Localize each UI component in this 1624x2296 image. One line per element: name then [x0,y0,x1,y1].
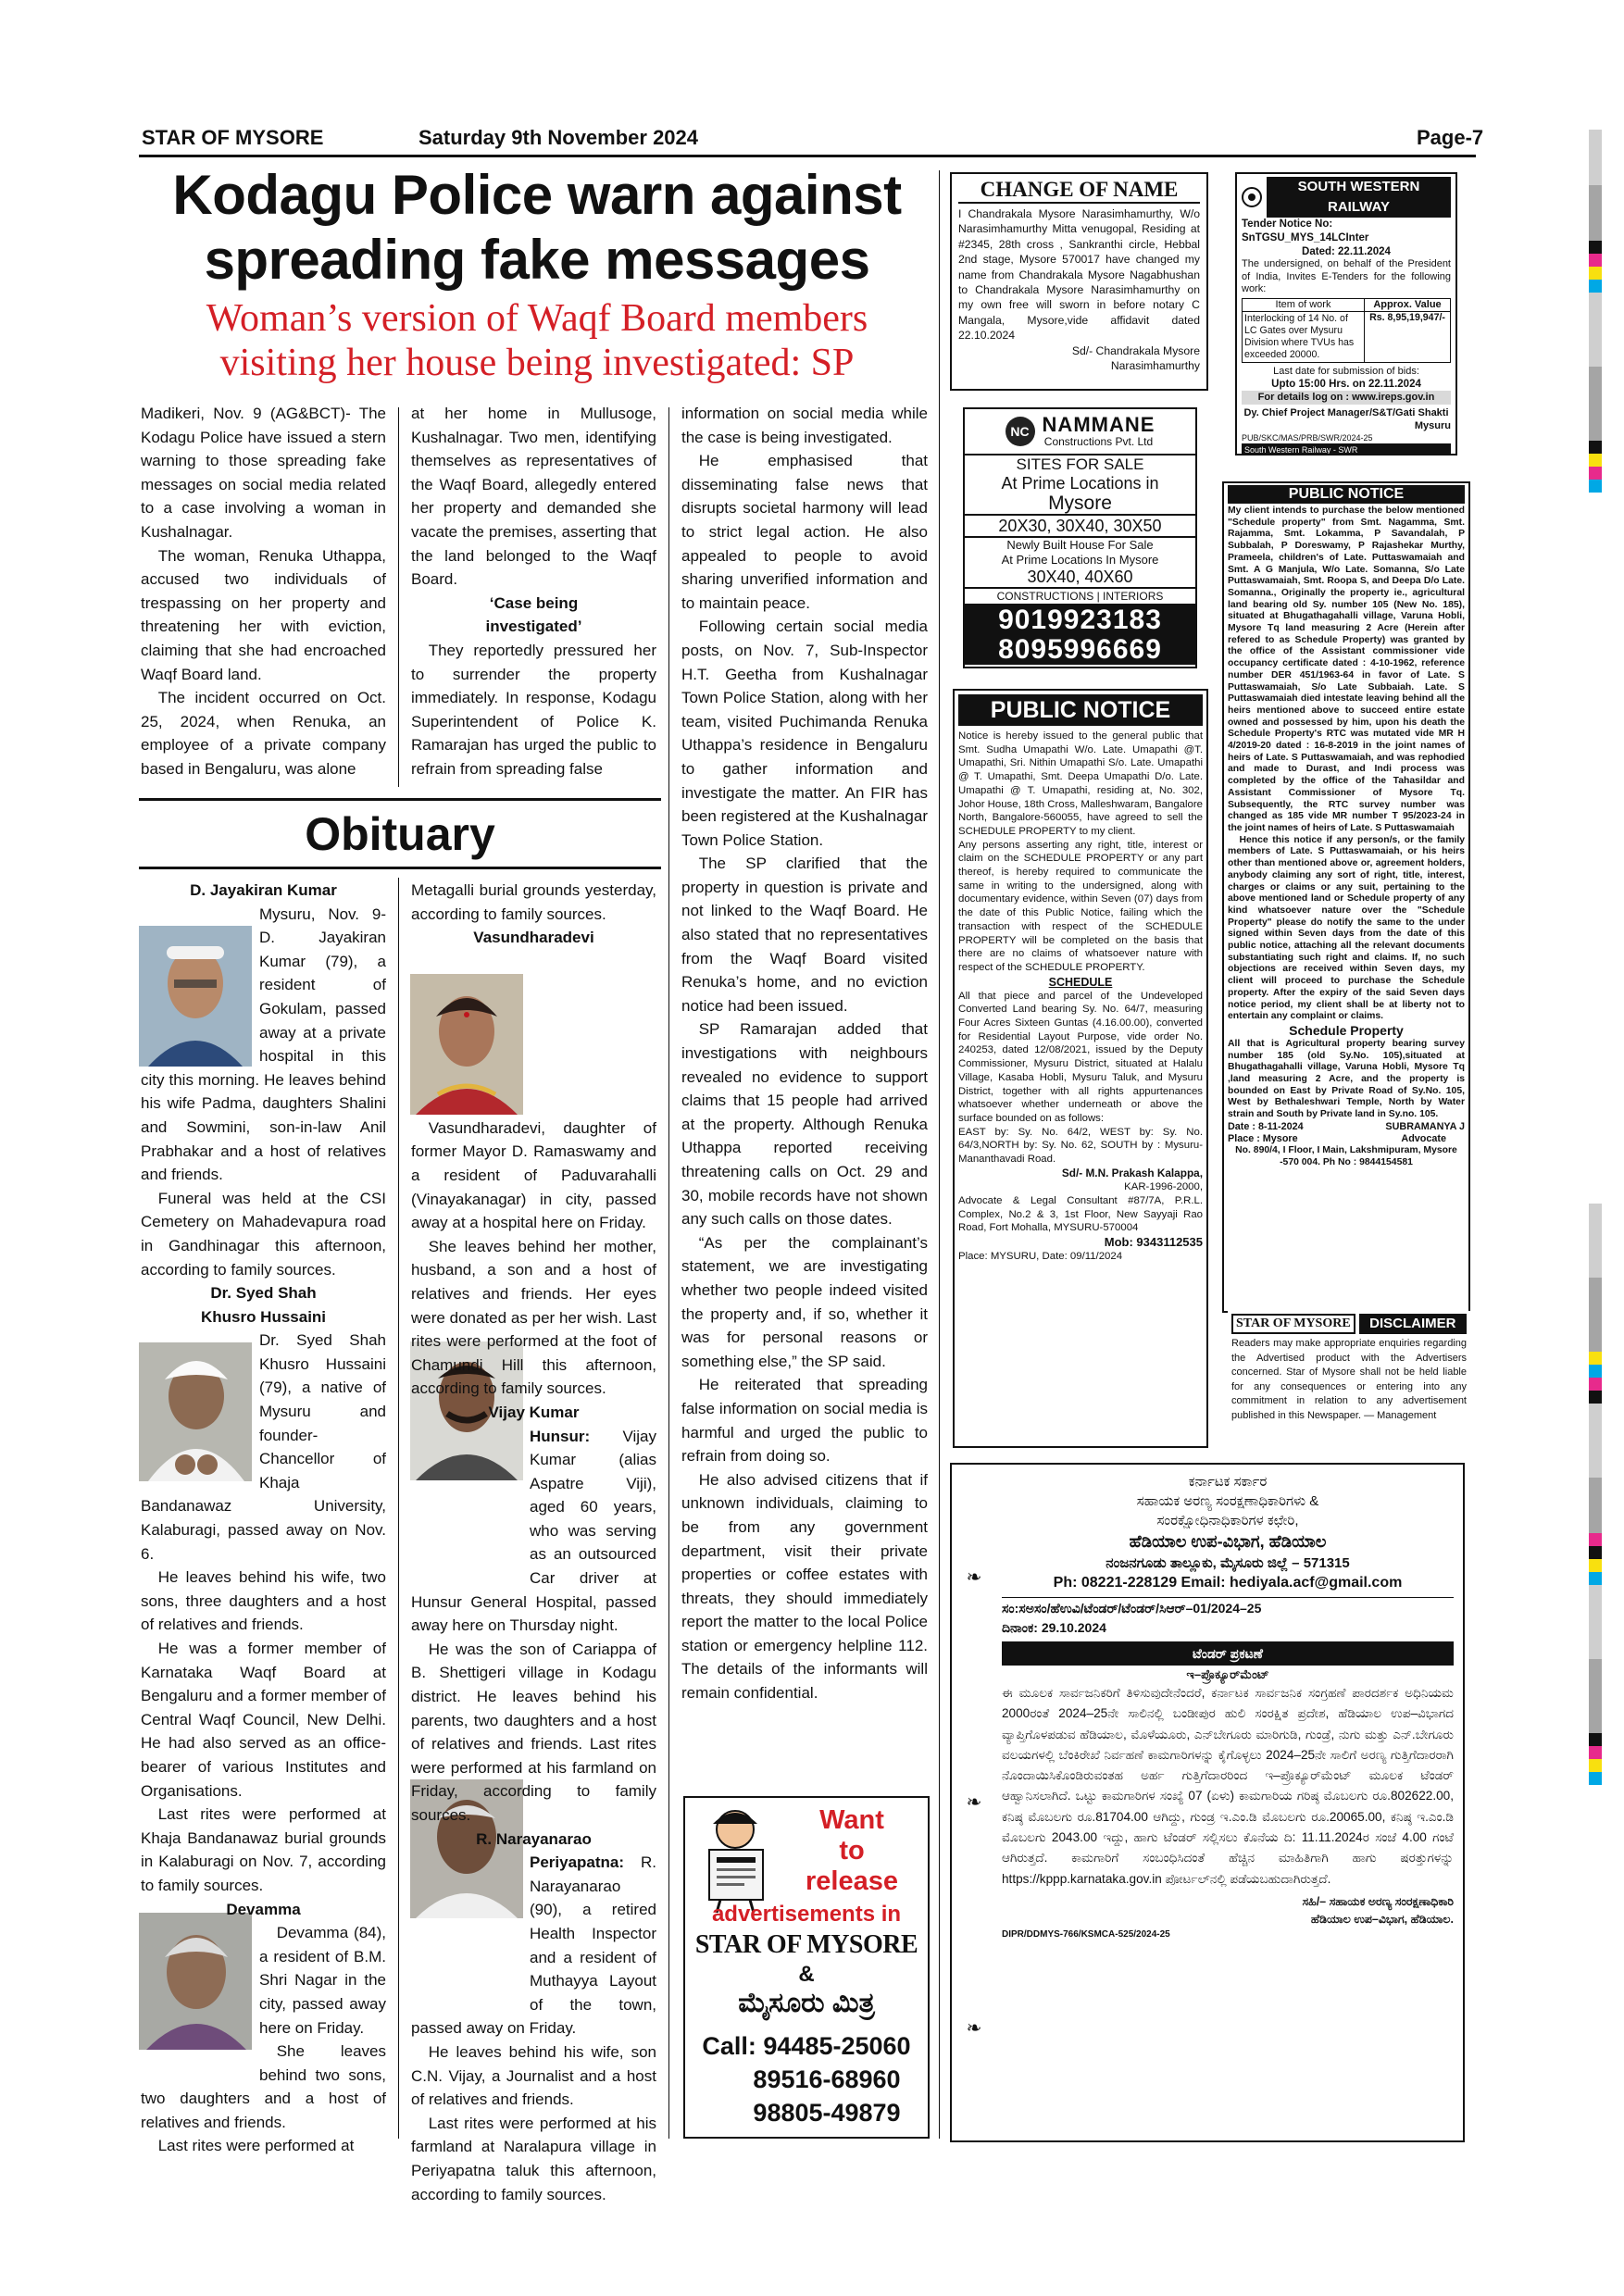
column-rule [398,407,399,787]
railway-table-row [1242,312,1451,363]
change-of-name-ad [950,172,1208,391]
photo-wrap-space [141,903,259,1047]
railway-ref: PUB/SKC/MAS/PRB/SWR/2024-25 [1242,432,1373,443]
nammane-brand: NAMMANE [1042,413,1156,436]
disclaimer-body: Readers may make appropriate enquiries regarding the Advertised product with the Advertisers concerned. Star of Mysore shall not be held liable for any consequences or entering into any commitment in relation to any advertisement published in this Newspaper. — Management [1231,1338,1467,1421]
obituary-title: Obituary [305,808,495,860]
lead-crosshead: ‘Case being [489,593,579,612]
public-notice-1-bounds: EAST by: Sy. No. 64/2, WEST by: Sy. No. 64/3,NORTH by: Sy. No. 62, SOUTH by : Mysuru-Mananthavadi Road. [958,1126,1203,1166]
page-number: Page-7 [1417,126,1484,149]
disclaimer-box [1228,1311,1470,1441]
advertise-heading-line: release [806,1866,898,1896]
railway-dated: Dated: 22.11.2024 [1302,246,1391,257]
disclaimer-header [1231,1314,1467,1334]
public-notice-2-para: All that is Agricultural property bearing survey number 185 (old Sy.No. 105),situated at Bhugathagahalli village, Varuna Hobli, Mysore Tq ,land measuring 2 Acre, and the property is bounded on East by Private Road of Sy.No. 105, West by Bethaleshwari Temple, North by Water strain and South by Private land in Sy.no. 105. [1228,1038,1465,1120]
obituary-name: Vijay Kumar [488,1403,580,1421]
obituary-text-body: Devamma (84), a resident of B.M. Shri Nagar in the city, passed away here on Friday. [259,1924,386,2037]
lead-crosshead: investigated’ [485,618,582,636]
public-notice-1-para: All that piece and parcel of the Undeveloped Converted Land bearing Sy. No. 64/7, measuring Four Acres Sixteen Guntas (4.16.00.00), converted for Residential Layout Purpose, vide order No. 240253, dated 12/08/2021, issued by the Deputy Commissioner, Mysuru District, situated at Halalu Village, Kasaba Hobli, Mysuru Taluk, and Mysuru District, together with all rights appurtenances whatsoever whether underneath or above the surface bounded on as follows: [958,990,1203,1124]
kannada-tender-ad [950,1463,1465,2142]
change-of-name-sign-1: Sd/- Chandrakala Mysore [1071,343,1200,357]
lead-paragraph: He also advised citizens that if unknown individuals, claiming to be from any government department, visit their private properties or coffee estates with threats, they should immediately report the matter to the local Police station or emergency helpline 112. The details of the informants will remain confidential. [681,1470,928,1703]
photo-wrap-space [141,1351,259,1491]
obituary-text [141,1329,386,1566]
advertise-heading-line-4: advertisements in [711,1902,902,1927]
obituary-column-1 [141,879,386,2158]
public-notice-2-place: Place : Mysore [1228,1132,1298,1144]
nammane-sites: SITES FOR SALE [965,454,1195,474]
railway-body: The undersigned, on behalf of the President of India, Invites E-Tenders for the following work: [1242,258,1451,295]
railway-details: For details log on : www.ireps.gov.in [1242,391,1451,405]
public-notice-2-address: No. 890/4, I Floor, I Main, Lakshmipuram, Mysore -570 004. Ph No : 9844154581 [1235,1144,1457,1167]
lead-headline-line-2: spreading fake messages [204,229,870,291]
advertise-amp: & [798,1962,815,1987]
advertise-heading-line: Want [819,1805,884,1835]
obituary-name: Khusro Hussaini [200,1307,327,1326]
kannada-tender-ref: ಸಂ:ಸಅಸಂ/ಹೆಉವಿ/ಟೆಂಡರ್/ಟೆಂಡರ್/ಸಿಆರ್–01/2024–25 [1002,1597,1454,1618]
obituary-text: She leaves behind her mother, husband, a son and a host of relatives and friends. Her eyes were donated as per her wish. Last rites were performed at the foot of Chamundi Hill this afternoon, according to family sources. [411,1237,656,1398]
newsboy-icon [693,1803,781,1915]
kannada-tender-sign: ಹೆಡಿಯಾಲ ಉಪ–ವಿಭಾಗ, ಹೆಡಿಯಾಲ. [1310,1912,1454,1926]
kannada-tender-contact: Ph: 08221-228129 Email: hediyala.acf@gmail.com [1053,1575,1403,1591]
column-rule [939,170,940,2139]
obituary-text [411,950,656,1235]
change-of-name-sign-2: Narasimhamurthy [1110,358,1200,372]
obituary-text [411,1851,656,2040]
railway-sign-1: Dy. Chief Project Manager/S&T/Gati Shakti [1243,406,1449,418]
obituary-name: Vasundharadevi [473,929,594,947]
obituary-rule-top [139,798,661,801]
public-notice-1-advocate: Advocate & Legal Consultant #87/7A, P.R.L. Complex, No.2 & 3, 1st Floor, New Sayyaji Rao Road, Fort Mohalla, MYSURU-570004 [958,1194,1203,1234]
lead-paragraph: He emphasised that disseminating false news that disrupts societal harmony will lead to strict legal action. He also appealed to people to avoid sharing unverified information and to maintain peace. [681,452,928,612]
nammane-services: CONSTRUCTIONS | INTERIORS [965,587,1195,605]
advertise-brand-kannada: ಮೈಸೂರು ಮಿತ್ರ [738,1988,875,2018]
disclaimer-brand: STAR OF MYSORE [1231,1314,1355,1334]
nammane-house-sizes: 30X40, 40X60 [1027,568,1133,586]
obituary-text: Metagalli burial grounds yesterday, according to family sources. [411,881,656,923]
obituary-text: She leaves behind two sons, two daughters and a host of relatives and friends. [141,2042,386,2131]
nammane-brand-sub: Constructions Pvt. Ltd [1043,435,1154,448]
obituary-text-body: Vijay Kumar (alias Aspatre Viji), aged 60 years, who was serving as an outsourced Car driver at Hunsur General Hospital, passed away here on Thursday night. [411,1427,656,1635]
obituary-text [141,1921,386,2040]
lead-paragraph: information on social media while the case is being investigated. [681,405,928,446]
kannada-tender-band: ಟೆಂಡರ್ ಪ್ರಕಟಣೆ [1002,1641,1454,1666]
obituary-dateline: Periyapatna: [530,1853,625,1872]
lead-paragraph: SP Ramarajan added that investigations with neighbours revealed no evidence to support claims that 15 people had arrived at the property. Although Renuka Uthappa reported receiving threatening calls on Oct. 29 and 30, mobile records have not shown any such calls on those dates. [681,1020,928,1229]
public-notice-1-ad [953,689,1208,1448]
railway-work: Interlocking of 14 No. of LC Gates over Mysuru Division where TVUs has exceeded 20000. [1243,312,1365,362]
railway-value: Rs. 8,95,19,947/- [1369,311,1445,323]
photo-wrap-space [411,972,530,1117]
lead-headline-line-1: Kodagu Police warn against [172,164,902,226]
change-of-name-body: I Chandrakala Mysore Narasimhamurthy, W/o Narasimhamurthy Mitta venugopal, Residing at #2345, 28th cross , Sankranthi circle, Hebbal 2nd stage, Mysore 570017 have changed my name from Chandrakala Mysore Nagabhushan to Chandrakala Mysore Narasimhamurthy on my own free will sworn in before notary C Mangala, Mysore,vide affidavit dated 22.10.2024 [958,207,1200,343]
obituary-text-body: Vasundharadevi, daughter of former Mayor D. Ramaswamy and a resident of Paduvarahalli (Vinayakanagar) in city, passed away at a hospital here on Friday. [411,1118,656,1232]
ornament-icon: ❧ [966,2017,982,2039]
lead-paragraph: Following certain social media posts, on Nov. 7, Sub-Inspector H.T. Geetha from Kushalnagar Town Police Station, along with her team, visited Puchimanda Renuka Uthappa’s residence in Bengaluru to gather information and investigate the matter. An FIR has been registered at the Kushalnagar Town Police Station. [681,618,928,849]
public-notice-2-para: My client intends to purchase the below mentioned "Schedule property" from Smt. Nagamma, Smt. Rajamma, Smt. Lokamma, P Savandalah, P Subbalah, P Doreswamy, P Rajashekar Murthy, Prameela, children's of Late. Puttaswamaiah and Smt. A G Manjula, W/o Late. Somanna, S/o Late Puttaswamaiah, Smt. Roopa S, and Deepa D/o Late. Somanna., Originally the property ie., agricultural land bearing old Sy. number 105 (New No. 185), situated at Bhugathagahalli village, Varuna Hobli, Mysore Tq land measuring 2 Acre (Herein after refered to as Schedule Property) was granted by the office of the Assistant commissioner vide occupancy certificate dated : 4-10-1962, reference number DER 451/1963-64 in favor of Late. S Puttaswamaiah, S/o Late Subbaiah. Late. S Puttaswamaiah died intestate leaving behind all the heirs mentioned above to succeed entire estate owned and possessed by him, upon his death the Schedule Property's RTC was mutated vide MR H 4/2019-20 dated : 16-8-2019 in the joint names of heirs of Late. S Puttaswamaiah, and was rephodied and made to Durast, and Indi process was completed by the office of the Tahasildar and Assistant Commissioner of Mysore Tq. Subsequently, the RTC survey number was changed as 185 vide MR number T 95/2023-24 in the joint names of heirs of Late. S Puttaswamaiah [1228,505,1465,833]
public-notice-2-date-row [1228,1121,1465,1133]
railway-col-work: Item of work [1243,299,1365,311]
public-notice-1-sign: KAR-1996-2000, [1124,1180,1203,1192]
lead-paragraph: The SP clarified that the property in question is private and not linked to the Waqf Board. He also stated that no representatives from the Waqf Board visited Renuka’s home, and no eviction notice had been issued. [681,855,928,1015]
railway-social: South Western Railway - SWR [1242,443,1451,455]
public-notice-2-schedule: Schedule Property [1289,1022,1404,1038]
lead-column-2 [411,402,656,781]
kannada-tender-code: DIPR/DDMYS-766/KSMCA-525/2024-25 [1002,1928,1170,1940]
obituary-text [411,1425,656,1638]
colour-registration-strip [1589,1204,1602,1785]
obituary-text: Last rites were performed at his farmland at Naralapura village in Periyapatna taluk this afternoon, according to family sources. [411,2114,656,2203]
public-notice-2-para: Hence this notice if any person/s, or the family members of Late. S Puttaswamaiah, or his heirs other than mentioned above or, agreement holders, anybody claiming any sort of right, title, interest, charges or claims or any suit, pertaining to the above mentioned land or Schedule property of any kind whatsoever nature over the "Schedule Property" please do notify the same to the under signed within Seven days from the date of this public notice, attaching all the relevant documents substantiating such right and claims. If, no such objections are received within Seven days, my client will proceed to purchase the Schedule property. After the expiry of the said Seven days notice period, my client shall be at liberty not to entertain any complaint or claims. [1228,834,1465,1022]
public-notice-2-role: Advocate [1401,1132,1446,1144]
obituary-rule-bottom [139,867,661,869]
ornament-icon: ❧ [966,1567,982,1589]
public-notice-2-date: Date : 8-11-2024 [1228,1120,1304,1132]
obituary-column-2 [411,879,656,2206]
kannada-tender-body: ಈ ಮೂಲಕ ಸಾರ್ವಜನಿಕರಿಗೆ ತಿಳಿಸುವುದೇನೆಂದರೆ, ಕರ್ನಾಟಕ ಸಾರ್ವಜನಿಕ ಸಂಗ್ರಹಣೆ ಪಾರದರ್ಶಕ ಅಧಿನಿಯಮ 2000ರಂತೆ 2024–25ನೇ ಸಾಲಿನಲ್ಲಿ ಬಂಡೀಪುರ ಹುಲಿ ಸಂರಕ್ಷಿತ ಪ್ರದೇಶ, ಹೆಡಿಯಾಲ ಉಪ–ವಿಭಾಗದ ವ್ಯಾಪ್ತಿಗೊಳಪಡುವ ಹೆಡಿಯಾಲ, ಮೊಳೆಯೂರು, ಎನ್‌ಬೇಗೂರು ಮಾರಿಗುಡಿ, ಗುಂಡ್ರೆ, ನುಗು ಮತ್ತು ಎನ್.ಬೇಗೂರು ವಲಯಗಳಲ್ಲಿ ಬೆಂಕಿರೇಖೆ ನಿರ್ವಹಣೆ ಕಾಮಗಾರಿಗಳನ್ನು ಕೈಗೊಳ್ಳಲು 2024–25ನೇ ಸಾಲಿಗೆ ಅರಣ್ಯ ಗುತ್ತಿಗೆದಾರರಾಗಿ ನೊಂದಾಯಿಸಿಕೊಂಡಿರುವಂತಹ ಅರ್ಹ ಗುತ್ತಿಗೆದಾರರಿಂದ ಇ–ಪ್ರೊಕ್ಯೂರ್‌ಮೆಂಟ್ ಮೂಲಕ ಟೆಂಡರ್ ಆಹ್ವಾನಿಸಲಾಗಿದೆ. ಒಟ್ಟು ಕಾಮಗಾರಿಗಳ ಸಂಖ್ಯೆ 07 (ಏಳು) ಕಾಮಗಾರಿಯ ಗರಿಷ್ಠ ಮೊಬಲಗು ರೂ.802622.00, ಕನಿಷ್ಠ ಮೊಬಲಗು ರೂ.81704.00 ಆಗಿದ್ದು, ಗುಂಡ್ರ ಇ.ಎಂ.ಡಿ ಮೊಬಲಗು ರೂ.20065.00, ಕನಿಷ್ಠ ಇ.ಎಂ.ಡಿ ಮೊಬಲಗು 2043.00 ಇದ್ದು, ಹಾಗು ಟೆಂಡರ್ ಸಲ್ಲಿಸಲು ಕೊನೆಯ ದಿ: 11.11.2024ರ ಸಂಜೆ 4.00 ಗಂಟೆ ಆಗಿರುತ್ತದೆ. ಕಾಮಗಾರಿಗೆ ಸಂಬಂಧಿಸಿದಂತೆ ಹೆಚ್ಚಿನ ಮಾಹಿತಿಗಾಗಿ ಹಾಗು ಷರತ್ತುಗಳನ್ನು https://kppp.karnataka.gov.in ಪೋರ್ಟಲ್‌ನಲ್ಲಿ ಪಡೆಯಬಹುದಾಗಿರುತ್ತದೆ. [1002,1686,1454,1886]
railway-sign-2: Mysuru [1414,419,1451,431]
obituary-text: He leaves behind his wife, two sons, three daughters and a host of relatives and friends. [141,1568,386,1634]
public-notice-1-place: Place: MYSURU, Date: 09/11/2024 [958,1250,1123,1262]
advertise-with-us-ad [683,1796,930,2139]
obituary-text-body: Mysuru, Nov. 9- D. Jayakiran Kumar (79), a resident of Gokulam, passed away at a private hospital in this city this morning. He leaves behind his wife Padma, daughters Shalini and Sowmini, son-in-law Anil Prabhakar and a host of relatives and friends. [141,905,386,1184]
obituary-text: Funeral was held at the CSI Cemetery on Mahadevapura road in Gandhinagar this afternoon, according to family sources. [141,1189,386,1279]
nammane-prime-1: At Prime Locations in [1001,474,1159,493]
obituary-text [141,903,386,1187]
advertise-heading [778,1805,926,1897]
colour-registration-strip [1589,130,1602,493]
kannada-tender-line: ಸಂರಕ್ಷೋಧಿನಾಧಿಕಾರಿಗಳ ಕಛೇರಿ, [1156,1513,1299,1529]
obituary-text: He leaves behind his wife, son C.N. Vijay, a Journalist and a host of relatives and friends. [411,2042,656,2109]
obituary-text: Last rites were performed at [157,2137,355,2155]
paper-name: STAR OF MYSORE [142,126,324,149]
public-notice-1-para: Notice is hereby issued to the general public that Smt. Sudha Umapathi W/o. Late. Umapathi @T. Umapathi, Sri. Nithin Umapathi S/o. Late. Umapathi @ T. Umapathi, Smt. Deepa Umapathi D/o. Late. Umapathi @ T. Umapathi, residing at, No. 302, Johor House, 18th Cross, Malleshwaram, Bangalore North, Bangalore-560055, have agreed to sell the SCHEDULE PROPERTY to my client. [958,730,1204,837]
kannada-tender-line: ಕರ್ನಾಟಕ ಸರ್ಕಾರ [1188,1474,1268,1490]
railway-col-value: Approx. Value [1373,298,1442,310]
kannada-tender-office: ಹೆಡಿಯಾಲ ಉಪ-ವಿಭಾಗ, ಹೆಡಿಯಾಲ [1129,1532,1327,1551]
nammane-prime-2: Mysore [1048,493,1112,514]
obituary-text-body: R. Narayanarao (90), a retired Health Inspector and a resident of Muthayya Layout of the town, passed away on Friday. [411,1853,656,2038]
lead-column-3 [681,402,928,1705]
nammane-phone-1: 9019923183 [965,605,1195,635]
public-notice-1-title: PUBLIC NOTICE [958,694,1203,726]
railway-upto: Upto 15:00 Hrs. on 22.11.2024 [1271,378,1421,390]
railway-title: SOUTH WESTERN RAILWAY [1267,177,1451,218]
lead-paragraph: The woman, Renuka Uthappa, accused two individuals of trespassing on her property and threatening her with eviction, claiming that she had encroached Waqf Board land. [141,546,386,683]
advertise-phone: Call: 94485-25060 [702,2032,911,2060]
public-notice-2-ad [1222,481,1470,1313]
advertise-heading-line: to [839,1836,865,1866]
nammane-house-2: At Prime Locations In Mysore [1001,553,1159,567]
public-notice-1-para: Any persons asserting any right, title, interest or claim on the SCHEDULE PROPERTY or any part thereof, is hereby required to communicate the same in writing to the undersigned, along with documentary evidence, within Seven (07) days from the date of this Public Notice, failing which the transaction with respect of the SCHEDULE PROPERTY will be completed on the basis that there are no claims of whatsoever nature with respect of the SCHEDULE PROPERTY. [958,839,1203,973]
public-notice-1-schedule: SCHEDULE [1048,975,1113,989]
railway-tender-no: Tender Notice No: SnTGSU_MYS_14LCInter [1242,218,1369,243]
lead-paragraph: He reiterated that spreading false information on social media is harmful and urged the public to refrain from doing so. [681,1376,928,1466]
lead-subheadline [139,296,935,385]
obituary-name: R. Narayanarao [476,1829,592,1848]
kannada-tender-line: ಸಹಾಯಕ ಅರಣ್ಯ ಸಂರಕ್ಷಣಾಧಿಕಾರಿಗಳು & [1136,1493,1319,1509]
railway-logo-icon [1242,187,1262,207]
railway-header [1242,177,1451,218]
lead-subheadline-line-2: visiting her house being investigated: SP [219,342,855,384]
photo-wrap-space [411,1447,530,1590]
obituary-text: Last rites were performed at Khaja Bandanawaz burial grounds in Kalaburagi on Nov. 7, according to family sources. [141,1805,386,1894]
obituary-dateline: Hunsur: [530,1427,591,1445]
obituary-text: He was the son of Cariappa of B. Shettigeri village in Kodagu district. He leaves behind his parents, two daughters and a host of relatives and friends. Last rites were performed at his farmland on Friday, according to family sources. [411,1640,656,1824]
kannada-tender-content [1002,1472,1454,1941]
issue-date: Saturday 9th November 2024 [418,126,699,149]
nammane-brand-block [1043,415,1156,448]
railway-table-head [1242,298,1451,312]
masthead-rule [139,155,1476,157]
nammane-ad [963,407,1197,668]
lead-paragraph: They reportedly pressured her to surrender the property immediately. In response, Kodagu Superintendent of Police K. Ramarajan has urged the public to refrain from spreading false [411,641,656,778]
kannada-tender-sub: ಇ–ಪ್ರೊಕ್ಯೂರ್‌ಮೆಂಟ್ [1186,1667,1269,1681]
public-notice-2-title: PUBLIC NOTICE [1228,485,1465,504]
obituary-name: Devamma [226,1900,301,1918]
photo-wrap-space [141,1943,259,2084]
lead-subheadline-line-1: Woman’s version of Waqf Board members [206,297,868,340]
railway-last-date: Last date for submission of bids: [1273,365,1419,377]
public-notice-2-name: SUBRAMANYA J [1385,1120,1465,1132]
obituary-text: He was a former member of Karnataka Waqf Board at Bengaluru and a former member of Central Waqf Council, New Delhi. He had also served as an office-bearer of various Institutes and Organisations. [141,1640,386,1800]
obituary-name: D. Jayakiran Kumar [190,881,337,899]
obituary-text-body: Dr. Syed Shah Khusro Hussaini (79), a native of Mysuru and founder-Chancellor of Khaja Bandanawaz University, Kalaburagi, passed away on Nov. 6. [141,1331,386,1563]
kannada-tender-border-pattern [952,1465,996,2140]
advertise-brand: STAR OF MYSORE [694,1930,918,1959]
nammane-house-1: Newly Built House For Sale [1006,538,1154,552]
disclaimer-title: DISCLAIMER [1359,1314,1467,1334]
lead-paragraph: Madikeri, Nov. 9 (AG&BCT)- The Kodagu Police have issued a stern warning to those spreading fake messages on social media related to a case involving a woman in Kushalnagar. [141,405,386,541]
kannada-tender-line: ನಂಜನಗೂಡು ತಾಲ್ಲೂಕು, ಮೈಸೂರು ಜಿಲ್ಲೆ – 571315 [1106,1555,1350,1571]
photo-wrap-space [411,1873,530,2015]
public-notice-2-place-row [1228,1133,1465,1145]
column-rule [398,878,399,2139]
public-notice-1-mobile: Mob: 9343112535 [1104,1234,1203,1249]
lead-headline [139,163,935,293]
lead-column-1 [141,402,386,781]
ornament-icon: ❧ [966,1792,982,1814]
nammane-phone-2: 8095996669 [965,635,1195,665]
railway-tender-ad [1235,172,1457,455]
nammane-logo-icon: NC [1006,417,1035,446]
column-rule [668,407,669,2139]
change-of-name-title: CHANGE OF NAME [958,178,1200,204]
lead-paragraph: “As per the complainant’s statement, we are investigating whether two people indeed visited the property and, if so, whether it was for personal reasons or something else,” the SP said. [681,1233,928,1370]
nammane-brand-row [965,415,1195,448]
public-notice-1-sign: Sd/- M.N. Prakash Kalappa, [1061,1166,1203,1179]
kannada-tender-date: ದಿನಾಂಕ: 29.10.2024 [1002,1620,1106,1635]
obituary-name: Dr. Syed Shah [210,1284,317,1303]
kannada-tender-sign: ಸಹಿ/– ಸಹಾಯಕ ಅರಣ್ಯ ಸಂರಕ್ಷಣಾಧಿಕಾರಿ [1302,1894,1454,1908]
nammane-sizes: 20X30, 30X40, 30X50 [965,514,1195,538]
advertise-phone: 89516-68960 [753,2065,901,2093]
advertise-phone: 98805-49879 [753,2099,901,2127]
lead-paragraph: at her home in Mullusoge, Kushalnagar. Two men, identifying themselves as representatives of the Waqf Board, allegedly entered her property and demanded she vacate the premises, asserting that the land belonged to the Waqf Board. [411,405,656,589]
lead-paragraph: The incident occurred on Oct. 25, 2024, when Renuka, an employee of a private company based in Bengaluru, was alone [141,689,386,778]
